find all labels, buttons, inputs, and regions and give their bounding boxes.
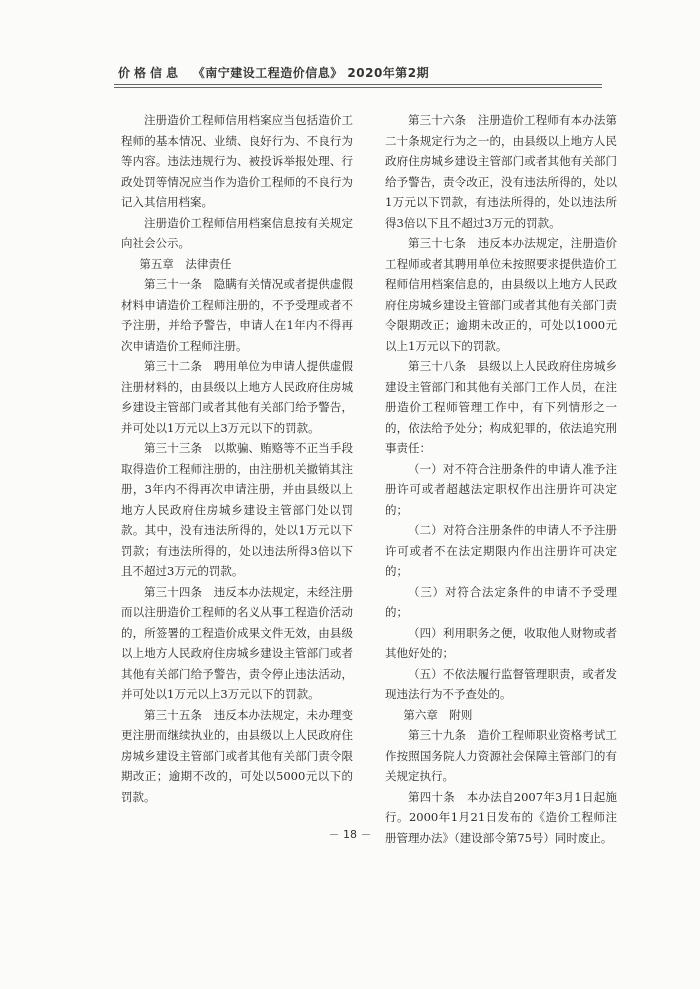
article: 第四十条 本办法自2007年3月1日起施行。2000年1月21日发布的《造价工程师注册管理办法》（建设部令第75号）同时废止。 [385, 789, 617, 845]
list-item: （四）利用职务之便，收取他人财物或者其他好处的； [385, 625, 617, 660]
article: 第三十八条 县级以上人民政府住房城乡建设主管部门和其他有关部门工作人员，在注册造价工程师管理工作中，有下列情形之一的，依法给予处分；构成犯罪的，依法追究刑事责任： [385, 359, 617, 455]
article: 第三十二条 聘用单位为申请人提供虚假注册材料的，由县级以上地方人民政府住房城乡建设主管部门或者其他有关部门给予警告，并可处以1万元以上3万元以下的罚款。 [121, 359, 353, 435]
left-column [121, 110, 353, 807]
paragraph: 注册造价工程师信用档案应当包括造价工程师的基本情况、业绩、良好行为、不良行为等内容。违法违规行为、被投诉举报处理、行政处罚等情况应当作为造价工程师的不良行为记入其信用档案。 [121, 113, 353, 209]
article: 第三十四条 违反本办法规定，未经注册而以注册造价工程师的名义从事工程造价活动的，所签署的工程造价成果文件无效，由县级以上地方人民政府住房城乡建设主管部门或者其他有关部门给予警告，责令停止违法活动，并可处以1万元以上3万元以下的罚款。 [121, 584, 353, 701]
article: 第三十六条 注册造价工程师有本办法第二十条规定行为之一的，由县级以上地方人民政府住房城乡建设主管部门或者其他有关部门给予警告，责令改正，没有违法所得的，处以1万元以下罚款，有违法所得的，处以违法所得3倍以下且不超过3万元的罚款。 [385, 113, 617, 230]
list-item: （二）对符合注册条件的申请人不予注册许可或者不在法定期限内作出注册许可决定的； [385, 523, 617, 578]
header-publication: 《南宁建设工程造价信息》 [192, 66, 343, 80]
header-issue: 2020年第2期 [347, 66, 430, 80]
list-item: （三）对符合法定条件的申请不予受理的； [385, 584, 617, 619]
paragraph: 注册造价工程师信用档案信息按有关规定向社会公示。 [121, 215, 353, 250]
chapter-heading: 第六章 附则 [403, 707, 473, 722]
article: 第三十五条 违反本办法规定，未办理变更注册而继续执业的，由县级以上人民政府住房城乡建设主管部门或者其他有关部门责令限期改正；逾期不改的，可处以5000元以下的罚款。 [121, 707, 353, 804]
list-item: （五）不依法履行监督管理职责，或者发现违法行为不予查处的。 [385, 666, 617, 701]
chapter-heading: 第五章 法律责任 [139, 256, 232, 271]
header-rule-top [114, 84, 602, 85]
right-column [385, 110, 617, 848]
page-header [118, 64, 429, 81]
list-item: （一）对不符合注册条件的申请人准予注册许可或者超越法定职权作出注册许可决定的； [385, 461, 617, 517]
page-number: － 18 － [328, 828, 372, 841]
header-rule-bottom [114, 87, 602, 88]
article: 第三十一条 隐瞒有关情况或者提供虚假材料申请造价工程师注册的，不予受理或者不予注册，并给予警告，申请人在1年内不得再次申请造价工程师注册。 [121, 277, 353, 353]
header-label: 价格信息 [118, 66, 183, 80]
article: 第三十七条 违反本办法规定，注册造价工程师或者其聘用单位未按照要求提供造价工程师信用档案信息的，由县级以上地方人民政府住房城乡建设主管部门或者其他有关部门责令限期改正；逾期未改正的，可处以1000元以上1万元以下的罚款。 [385, 236, 617, 353]
article: 第三十九条 造价工程师职业资格考试工作按照国务院人力资源社会保障主管部门的有关规定执行。 [385, 728, 617, 783]
article: 第三十三条 以欺骗、贿赂等不正当手段取得造价工程师注册的，由注册机关撤销其注册，3年内不得再次申请注册，并由县级以上地方人民政府住房城乡建设主管部门处以罚款。其中，没有违法所得的，处以1万元以下罚款；有违法所得的，处以违法所得3倍以下且不超过3万元的罚款。 [121, 441, 353, 578]
